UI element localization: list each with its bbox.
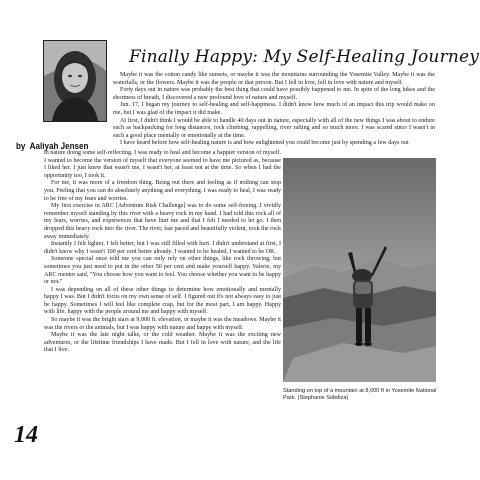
page-number: 14 (14, 422, 38, 448)
article-body-top (113, 72, 435, 148)
author-portrait (43, 40, 107, 122)
paragraph: At first, I didn't think I would be able to handle 40 days out in nature, especially with all of the new things I was about to endure such as backpacking for long distances, rock climbing, rappelling, river rafting and so much more. I was scared since I wasn't in such a good place mentally or emotionally at the time. (113, 117, 435, 139)
paragraph: Maybe it was the cotton candy like sunsets, or maybe it was the mountains surrounding the Yosemite Valley. Maybe it was the waterfalls, or the flowers. Maybe it was the people or that person. But I fell in love, fell in love with nature and myself. (113, 72, 435, 86)
author-name: Aaliyah Jensen (29, 141, 89, 152)
paragraph: My first exercise in ARC [Adventure Risk Challenge] was to do some self-freeing. I vividly remember myself standing by this river with a heavy rock in my hand. I had told this rock all of my fears, worries, and experiences that have hurt me and that I felt I needed to let go. I then dropped this heavy rock into the river. The river, fast paced and beautifully violent, took the rock away immediately. (44, 203, 281, 240)
photo-caption: Standing on top of a mountain at 8,000 ft in Yosemite National Park. (Stephanie Sobdiza) (283, 388, 437, 401)
paragraph: Instantly I felt lighter, I felt better, but I was still filled with hurt. I didn't understand at first, I didn't know why I wasn't 100 per cent better already. I wanted to be healed, I wanted to be OK. (44, 241, 281, 255)
paragraph: For me, it was more of a freedom thing. Being out there and feeling as if nothing can stop you. Feeling that you can do absolutely anything and everything. I was ready to heal, I was ready to be free of my fears and worries. (44, 180, 281, 202)
paragraph: Jun. 17, I began my journey to self-healing and self-happiness. I didn't know how much of an impact this trip would make on me, but I was glad of the impact it did make. (113, 102, 435, 116)
mountain-photo (283, 158, 436, 382)
paragraph: I have heard before how self-healing nature is and how enlightened you could become just by spending a few days out (120, 140, 409, 147)
article-title: Finally Happy: My Self-Healing Journey (129, 47, 480, 67)
paragraph: in nature doing some self-reflecting. I was ready to heal and become a happier version of myself. I wanted to become the version of myself that everyone seemed to have me pictured as, because I liked her. I just knew that wasn't me, I wasn't her, at least not at the time. So when I had the opportunity too, I took it. (44, 150, 281, 179)
paragraph: Maybe it was the late night talks, or the cold weather. Maybe it was the exciting new adventures, or the lifetime friendships I have made. But I fell in love with nature, and the life that I live. (44, 332, 281, 354)
paragraph: Someone special once told me you can only rely on other things, like rock throwing, but sometimes you just need to put in the other 50 per cent and make yourself happy. Valerie, my ARC mentor said, "You choose how you want to feel. You choose whether you want to be happy or not." (44, 256, 281, 286)
byline-prefix: by (16, 141, 26, 152)
paragraph: So maybe it was the bright stars at 9,000 ft. elevation, or maybe it was the meadows. Maybe it was the rivers or the animals, but I was happy with nature and happy with myself. (44, 317, 281, 331)
article-body-left (44, 150, 281, 355)
paragraph: I was depending on all of these other things to determine how emotionally and mentally happy I was. But I didn't focus on my own sense of self. I figured out it's not always easy to just be happy. Sometimes I will feel like complete crap, but for the most part, I am happy. Happy with life, happy with the people around me and happy with myself. (44, 286, 281, 316)
paragraph: Forty days out in nature was probably the best thing that could have possibly happened to me. In spite of the long hikes and the shortness of breath, I discovered a new profound love of nature and myself. (113, 87, 435, 101)
